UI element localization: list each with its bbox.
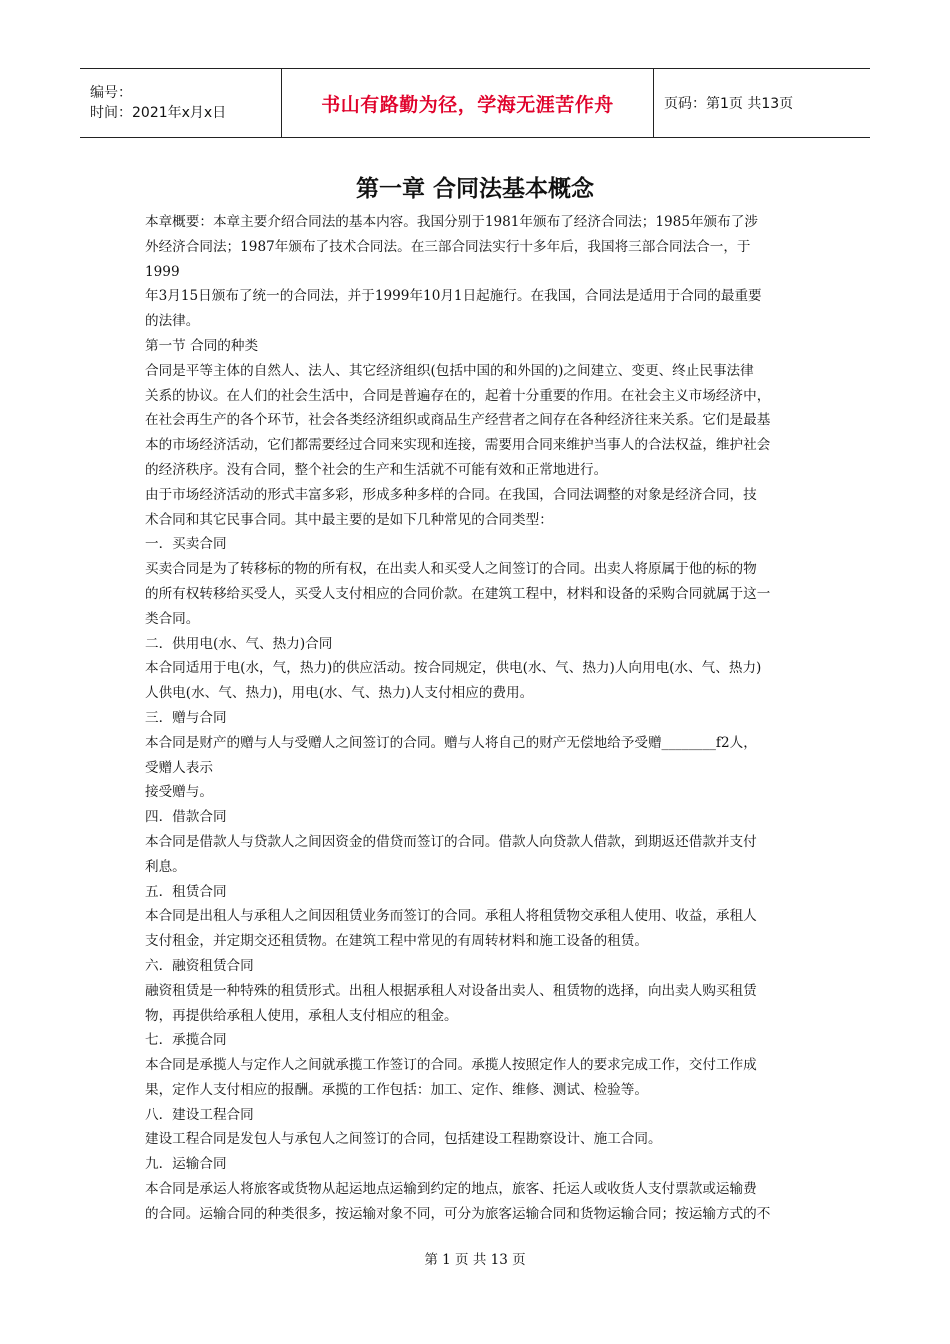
header-meta-cell — [80, 69, 282, 137]
text-line: 的经济秩序。没有合同，整个社会的生产和生活就不可能有效和正常地进行。 — [145, 461, 608, 478]
text-line: 的合同。运输合同的种类很多，按运输对象不同，可分为旅客运输合同和货物运输合同；按运输方式的不 — [145, 1205, 771, 1222]
text-line: 受赠人表示 — [145, 759, 213, 776]
text-line: 支付租金，并定期交还租赁物。在建筑工程中常见的有周转材料和施工设备的租赁。 — [145, 933, 648, 950]
text-line: 五．租赁合同 — [145, 883, 227, 900]
text-line: 关系的协议。在人们的社会生活中，合同是普遍存在的，起着十分重要的作用。在社会主义市场经济中， — [145, 387, 771, 404]
text-line: 本合同是承揽人与定作人之间就承揽工作签订的合同。承揽人按照定作人的要求完成工作，交付工作成 — [145, 1057, 757, 1074]
text-line: 利息。 — [145, 858, 186, 875]
page-footer: 第 1 页 共 13 页 — [424, 1252, 526, 1268]
text-line: 建设工程合同是发包人与承包人之间签订的合同，包括建设工程勘察设计、施工合同。 — [145, 1131, 662, 1148]
text-line: 买卖合同是为了转移标的物的所有权，在出卖人和买受人之间签订的合同。出卖人将原属于他的标的物 — [145, 561, 757, 578]
text-line: 一．买卖合同 — [145, 536, 227, 553]
text-line: 在社会再生产的各个环节，社会各类经济组织或商品生产经营者之间存在各种经济往来关系。它们是最基 — [145, 412, 771, 429]
text-line: 人供电(水、气、热力)，用电(水、气、热力)人支付相应的费用。 — [145, 685, 534, 702]
text-line: 本合同是承运人将旅客或货物从起运地点运输到约定的地点，旅客、托运人或收货人支付票款或运输费 — [145, 1181, 757, 1198]
text-line: 八．建设工程合同 — [145, 1106, 254, 1123]
text-line: 本的市场经济活动，它们都需要经过合同来实现和连接，需要用合同来维护当事人的合法权益，维护社会 — [145, 437, 771, 454]
text-line: 三．赠与合同 — [145, 709, 227, 726]
text-line: 本合同适用于电(水，气，热力)的供应活动。按合同规定，供电(水、气、热力)人向用电(水、气、热力) — [145, 660, 762, 677]
text-line: 本合同是财产的赠与人与受赠人之间签订的合同。赠与人将自己的财产无偿地给予受赠________f2人， — [145, 734, 757, 751]
document-header — [80, 68, 870, 138]
text-line: 由于市场经济活动的形式丰富多彩，形成多种多样的合同。在我国，合同法调整的对象是经济合同，技 — [145, 486, 757, 503]
text-line: 本章概要：本章主要介绍合同法的基本内容。我国分别于1981年颁布了经济合同法；1985年颁布了涉 — [145, 214, 758, 230]
page-info: 页码：第1页 共13页 — [664, 96, 794, 112]
text-line: 二．供用电(水、气、热力)合同 — [145, 635, 333, 652]
text-line: 融资租赁是一种特殊的租赁形式。出租人根据承租人对设备出卖人、租赁物的选择，向出卖人购买租赁 — [145, 982, 757, 999]
text-line: 类合同。 — [145, 610, 200, 627]
text-line: 七．承揽合同 — [145, 1032, 227, 1049]
text-line: 九．运输合同 — [145, 1156, 227, 1173]
motto-text: 书山有路勤为径，学海无涯苦作舟 — [321, 93, 614, 116]
time-label: 时间：2021年x月x日 — [90, 105, 227, 121]
text-line: 1999 — [145, 263, 180, 280]
text-line: 果，定作人支付相应的报酬。承揽的工作包括：加工、定作、维修、测试、检验等。 — [145, 1081, 648, 1098]
text-line: 四．借款合同 — [145, 809, 227, 826]
text-line: 接受赠与。 — [145, 784, 213, 801]
text-line: 年3月15日颁布了统一的合同法，并于1999年10月1日起施行。在我国，合同法是适用于合同的最重要 — [145, 288, 762, 305]
text-line: 的所有权转移给买受人，买受人支付相应的合同价款。在建筑工程中，材料和设备的采购合同就属于这一 — [145, 585, 771, 602]
body-text — [145, 210, 813, 1227]
text-line: 本合同是出租人与承租人之间因租赁业务而签订的合同。承租人将租赁物交承租人使用、收益，承租人 — [145, 908, 757, 925]
text-line: 第一节 合同的种类 — [145, 337, 259, 354]
text-line: 外经济合同法；1987年颁布了技术合同法。在三部合同法实行十多年后，我国将三部合同法合一，于 — [145, 238, 751, 255]
text-line: 本合同是借款人与贷款人之间因资金的借贷而签订的合同。借款人向贷款人借款，到期返还借款并支付 — [145, 833, 757, 850]
text-line: 术合同和其它民事合同。其中最主要的是如下几种常见的合同类型： — [145, 511, 553, 528]
number-label: 编号： — [90, 85, 132, 101]
chapter-title: 第一章 合同法基本概念 — [355, 176, 594, 202]
header-page-cell — [654, 69, 870, 137]
text-line: 的法律。 — [145, 313, 200, 330]
header-motto-cell — [282, 69, 654, 137]
text-line: 合同是平等主体的自然人、法人、其它经济组织(包括中国的和外国的)之间建立、变更、终止民事法律 — [145, 362, 754, 379]
text-line: 六．融资租赁合同 — [145, 957, 254, 974]
text-line: 物，再提供给承租人使用，承租人支付相应的租金。 — [145, 1007, 458, 1024]
